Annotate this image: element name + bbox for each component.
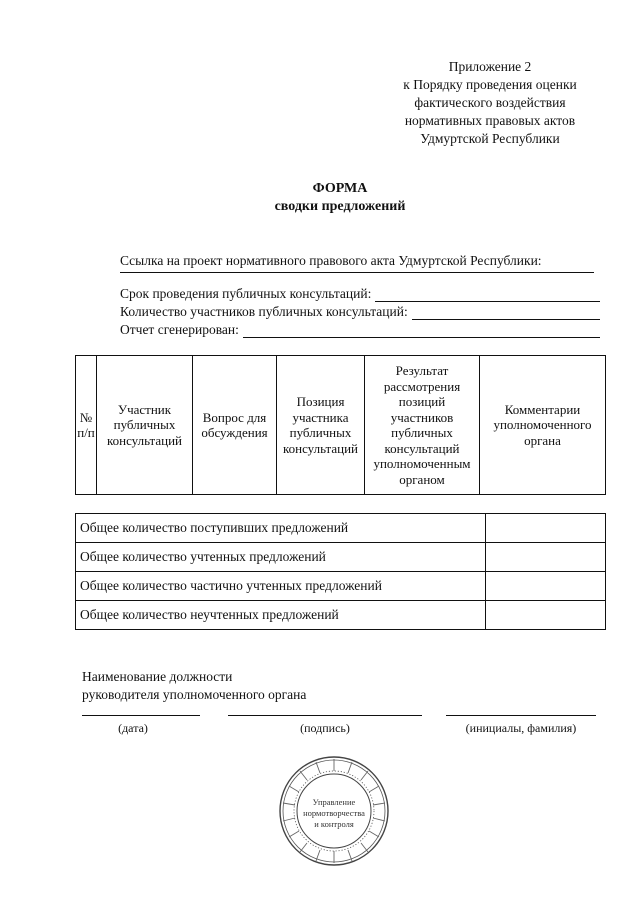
appendix-line: нормативных правовых актов — [404, 113, 576, 128]
generated-label: Отчет сгенерирован: — [120, 322, 239, 337]
official-seal — [278, 755, 390, 867]
totals-label: Общее количество учтенных предложений — [76, 543, 486, 572]
participants-fill-line[interactable] — [412, 307, 600, 320]
totals-label: Общее количество поступивших предложений — [76, 514, 486, 543]
period-field — [120, 285, 600, 302]
generated-fill-line[interactable] — [243, 325, 600, 338]
period-label: Срок проведения публичных консультаций: — [120, 286, 372, 301]
reference-field — [120, 252, 600, 269]
signature-caption: (подпись) — [300, 721, 350, 735]
proposals-table — [75, 355, 606, 495]
participants-field — [120, 303, 600, 320]
header-question: Вопрос для обсуждения — [193, 356, 277, 495]
appendix-line: к Порядку проведения оценки — [403, 77, 577, 92]
reference-fill-line[interactable] — [120, 272, 594, 273]
date-line[interactable] — [82, 715, 200, 716]
header-position: Позиция участника публичных консультаций — [277, 356, 365, 495]
name-caption: (инициалы, фамилия) — [465, 721, 577, 735]
signatory-position-line2: руководителя уполномоченного органа — [82, 687, 307, 702]
totals-value-cell[interactable] — [486, 514, 606, 543]
totals-table — [75, 513, 606, 630]
form-title — [0, 180, 640, 216]
form-title-line1: ФОРМА — [312, 181, 368, 196]
participants-label: Количество участников публичных консультаций: — [120, 304, 408, 319]
header-result: Результат рассмотрения позиций участников публичных консультаций уполномоченным органом — [365, 356, 480, 495]
appendix-line: Удмуртской Республики — [420, 131, 560, 146]
header-comments: Комментарии уполномоченного органа — [480, 356, 606, 495]
period-fill-line[interactable] — [375, 289, 600, 302]
seal-icon — [278, 755, 390, 867]
totals-row — [76, 572, 606, 601]
generated-field — [120, 321, 600, 338]
signatory-position — [82, 668, 306, 704]
totals-row — [76, 543, 606, 572]
seal-text-line1: Управление — [312, 797, 356, 807]
signatory-position-line1: Наименование должности — [82, 669, 233, 684]
totals-value-cell[interactable] — [486, 601, 606, 630]
totals-row — [76, 601, 606, 630]
seal-text-line3: и контроля — [314, 819, 354, 829]
date-caption: (дата) — [118, 721, 148, 735]
seal-text-line2: нормотворчества — [303, 808, 365, 818]
signature-line[interactable] — [228, 715, 422, 716]
form-title-line2: сводки предложений — [274, 199, 406, 214]
totals-label: Общее количество частично учтенных предложений — [76, 572, 486, 601]
header-number: № п/п — [76, 356, 97, 495]
appendix-line: Приложение 2 — [448, 59, 532, 74]
totals-row — [76, 514, 606, 543]
totals-label: Общее количество неучтенных предложений — [76, 601, 486, 630]
appendix-line: фактического воздействия — [414, 95, 566, 110]
totals-value-cell[interactable] — [486, 543, 606, 572]
reference-label: Ссылка на проект нормативного правового акта Удмуртской Республики: — [120, 253, 542, 268]
header-participant: Участник публичных консультаций — [97, 356, 193, 495]
table-header-row — [76, 356, 606, 495]
name-line[interactable] — [446, 715, 596, 716]
appendix-header — [370, 58, 610, 148]
totals-value-cell[interactable] — [486, 572, 606, 601]
